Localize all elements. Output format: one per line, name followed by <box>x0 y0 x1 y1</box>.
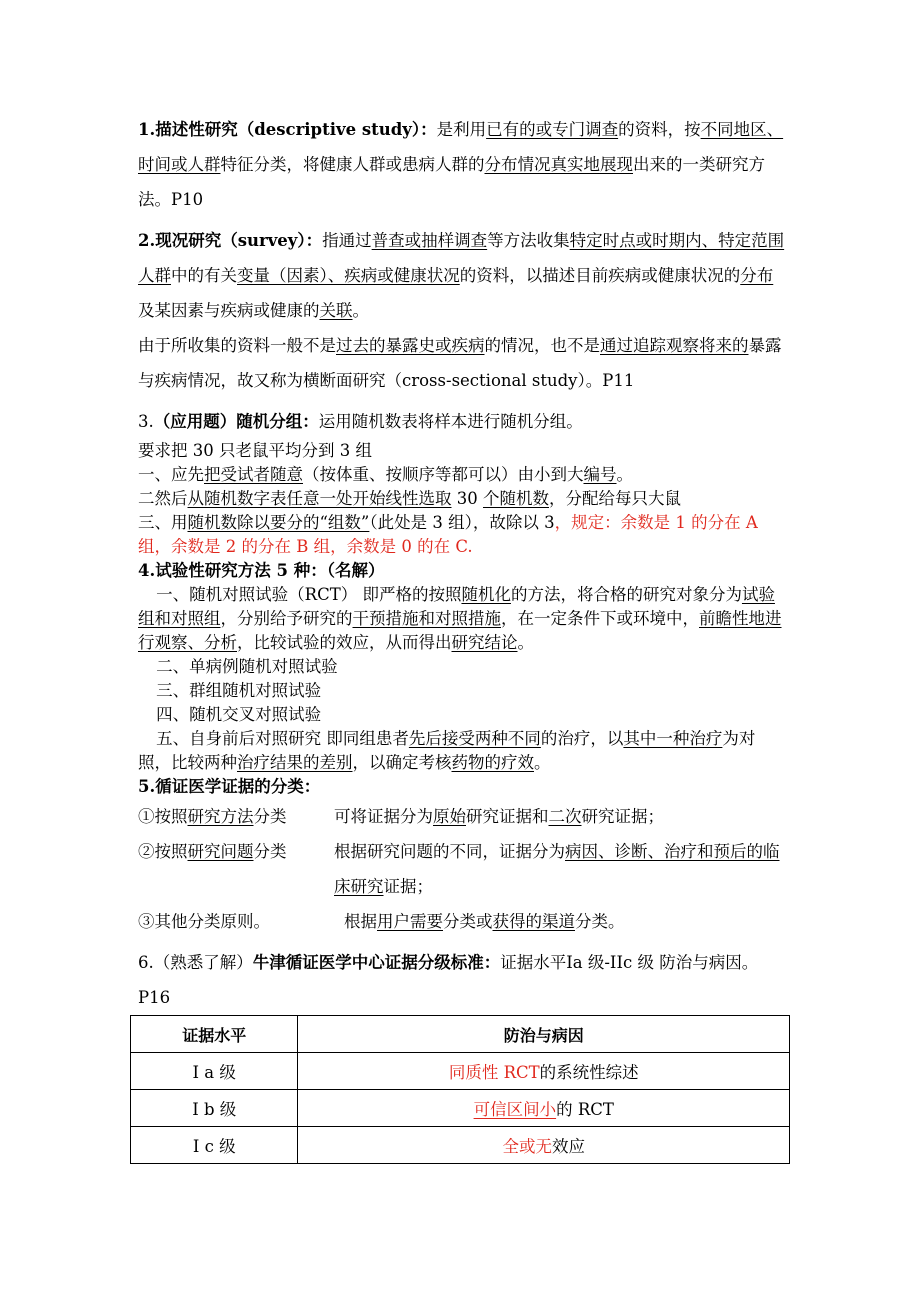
underlined-text: 变量（因素）、疾病或健康状况 <box>237 266 460 285</box>
section-6-title: 牛津循证医学中心证据分级标准： <box>252 953 501 972</box>
underlined-text: 二次 <box>548 807 582 826</box>
text: 的治疗，以 <box>540 729 624 748</box>
header-evidence-level: 证据水平 <box>131 1016 298 1053</box>
row-label <box>138 799 334 834</box>
section-4-item-4: 四、随机交叉对照试验 <box>156 705 322 724</box>
text: 研究证据； <box>581 807 664 826</box>
text: 的 RCT <box>556 1100 614 1119</box>
underlined-text: 关联 <box>319 301 353 320</box>
text: 6.（熟悉了解） <box>138 953 253 972</box>
row-content <box>334 799 786 834</box>
underlined-text: 从随机数字表任意一处开始线性选取 <box>187 489 452 508</box>
underlined-text: 其中一种治疗 <box>623 729 723 748</box>
section-3-step-2 <box>138 487 786 511</box>
row-label <box>138 834 334 904</box>
underlined-text: 获得的渠道 <box>492 912 575 931</box>
text: （此处是 3 组），故除以 3 <box>369 513 555 532</box>
text: 为对照，比较两种 <box>138 729 756 772</box>
text: 。 <box>616 465 633 484</box>
text: 指通过 <box>322 231 372 250</box>
level-cell: Ⅰ a 级 <box>131 1053 298 1090</box>
underlined-text: 普查或抽样调查 <box>371 231 488 250</box>
underlined-text: 研究问题 <box>187 842 254 861</box>
red-underlined-text: 可信区间小 <box>473 1100 557 1119</box>
underlined-text: 前瞻性地进行观察、分析 <box>138 609 782 652</box>
underlined-text: 编号 <box>583 465 617 484</box>
text: ，在一定条件下或环境中， <box>501 609 699 628</box>
underlined-text: 通过追踪观察将来的 <box>600 336 749 355</box>
level-cell: Ⅰ c 级 <box>131 1127 298 1164</box>
underlined-text: 原始 <box>433 807 466 826</box>
text: 特征分类，将健康人群或患病人群的 <box>220 155 485 174</box>
document-page <box>138 112 786 1015</box>
section-4-title: 4.试验性研究方法 5 种：（名解） <box>138 561 385 580</box>
description-cell <box>298 1053 790 1090</box>
underlined-text: 用户需要 <box>377 912 443 931</box>
text: 的资料，按 <box>618 120 701 139</box>
section-4-item-2: 二、单病例随机对照试验 <box>156 657 338 676</box>
text: 分类 <box>253 842 287 861</box>
section-4-item-5 <box>138 727 786 775</box>
underlined-text: 先后接受两种不同 <box>408 729 541 748</box>
underlined-text: 已有的或专门调查 <box>486 120 619 139</box>
text: （按体重、按顺序等都可以）由小到大 <box>303 465 584 484</box>
text: 分类 <box>253 807 287 826</box>
description-cell <box>298 1090 790 1127</box>
text: ，分配给每只大鼠 <box>549 489 681 508</box>
underlined-text: 药物的疗效 <box>451 753 534 772</box>
section-1-descriptive-study <box>138 112 786 217</box>
underlined-text: 把受试者随意 <box>204 465 303 484</box>
text: 3. <box>138 412 154 431</box>
section-3-step-3 <box>138 511 786 559</box>
text: 分类。 <box>575 912 625 931</box>
underlined-text: 随机化 <box>461 585 511 604</box>
text: 根据研究问题的不同，证据分为 <box>334 842 565 861</box>
section-6-oxford-evidence <box>138 945 786 1015</box>
level-cell: Ⅰ b 级 <box>131 1090 298 1127</box>
section-5-row-1 <box>138 799 786 834</box>
underlined-text: 特定时点或时期内、特定范围人群 <box>138 231 785 285</box>
red-text: 全或无 <box>502 1137 552 1156</box>
header-prevention-etiology: 防治与病因 <box>298 1016 790 1053</box>
text: ，比较试验的效应，从而得出 <box>237 633 452 652</box>
underlined-text: 研究方法 <box>187 807 254 826</box>
underlined-text: 过去的暴露史或疾病 <box>336 336 485 355</box>
text: 中的有关 <box>171 266 237 285</box>
red-rule-text: ，规定：余数是 1 的分在 A 组，余数是 2 的分在 B 组，余数是 0 的在 C. <box>138 513 758 556</box>
underlined-text: 个随机数 <box>483 489 549 508</box>
section-3-title: （应用题）随机分组： <box>153 412 319 431</box>
row-label: ③其他分类原则。 <box>138 912 270 931</box>
section-5-row-2 <box>138 834 786 904</box>
underlined-text: 研究结论 <box>451 633 518 652</box>
red-text: 同质性 RCT <box>448 1063 540 1082</box>
text: 暴露与疾病情况，故又称为横断面研究（cross-sectional study）。P11 <box>138 336 782 390</box>
section-5-title: 5.循证医学证据的分类： <box>138 777 321 796</box>
underlined-text: 治疗结果的差别 <box>237 753 353 772</box>
text: 。 <box>352 301 369 320</box>
text: ，分别给予研究的 <box>220 609 353 628</box>
text: 五、自身前后对照研究 即同组患者 <box>156 729 409 748</box>
text: ①按照 <box>138 807 188 826</box>
text: ②按照 <box>138 842 188 861</box>
text: 研究证据和 <box>466 807 549 826</box>
text: ，以确定考核 <box>352 753 452 772</box>
text: 一、随机对照试验（RCT） 即严格的按照 <box>156 585 462 604</box>
text: 的资料，以描述目前疾病或健康状况的 <box>459 266 741 285</box>
section-3-step-1 <box>138 463 786 487</box>
text: 的系统性综述 <box>539 1063 639 1082</box>
underlined-text: 干预措施和对照措施 <box>352 609 501 628</box>
text: 由于所收集的资料一般不是 <box>138 336 336 355</box>
text: 。 <box>517 633 534 652</box>
underlined-text: 试验组和对照组 <box>138 585 775 628</box>
row-content <box>334 834 786 904</box>
section-1-title: 1.描述性研究（descriptive study）： <box>138 120 437 139</box>
table-header-row <box>131 1016 790 1053</box>
section-3-title-line <box>138 404 786 439</box>
text: 30 <box>451 489 483 508</box>
row-content <box>344 904 786 939</box>
section-4-item-3: 三、群组随机对照试验 <box>156 681 322 700</box>
section-2-survey <box>138 223 786 328</box>
underlined-text: 分布 <box>740 266 774 285</box>
text: 出来的一类研究方法。P10 <box>138 155 765 209</box>
description-cell <box>298 1127 790 1164</box>
text: 。 <box>534 753 551 772</box>
text: 效应 <box>551 1137 585 1156</box>
text: 的方法，将合格的研究对象分为 <box>510 585 742 604</box>
text: 证据水平Ⅰa 级-IIc 级 防治与病因。P16 <box>138 953 759 1007</box>
section-2-paragraph-2 <box>138 328 786 398</box>
section-2-title: 2.现况研究（survey）： <box>138 231 323 250</box>
text: 运用随机数表将样本进行随机分组。 <box>318 412 583 431</box>
text: 三、用 <box>138 513 188 532</box>
section-4-item-1 <box>138 583 786 655</box>
text: 可将证据分为 <box>334 807 433 826</box>
text: 分类或 <box>443 912 493 931</box>
underlined-text: 病因、诊断、治疗和预后的临床研究 <box>334 842 780 896</box>
table-row <box>131 1127 790 1164</box>
section-3-line-2: 要求把 30 只老鼠平均分到 3 组 <box>138 441 372 460</box>
table-row <box>131 1090 790 1127</box>
underlined-text: 分布情况真实地展现 <box>484 155 633 174</box>
underlined-text: 随机数除以要分的“组数” <box>187 513 370 532</box>
text: 证据； <box>383 877 433 896</box>
text: 是利用 <box>436 120 487 139</box>
section-5-row-3 <box>138 904 786 939</box>
text: 的情况，也不是 <box>484 336 600 355</box>
text: 一、应先 <box>138 465 204 484</box>
text: 及某因素与疾病或健康的 <box>138 301 320 320</box>
text: 二然后 <box>138 489 188 508</box>
table-row <box>131 1053 790 1090</box>
underlined-text: 不同地区、时间或人群 <box>138 120 784 174</box>
text: 等方法收集 <box>487 231 570 250</box>
evidence-level-table <box>130 1015 790 1164</box>
text: 根据 <box>344 912 377 931</box>
